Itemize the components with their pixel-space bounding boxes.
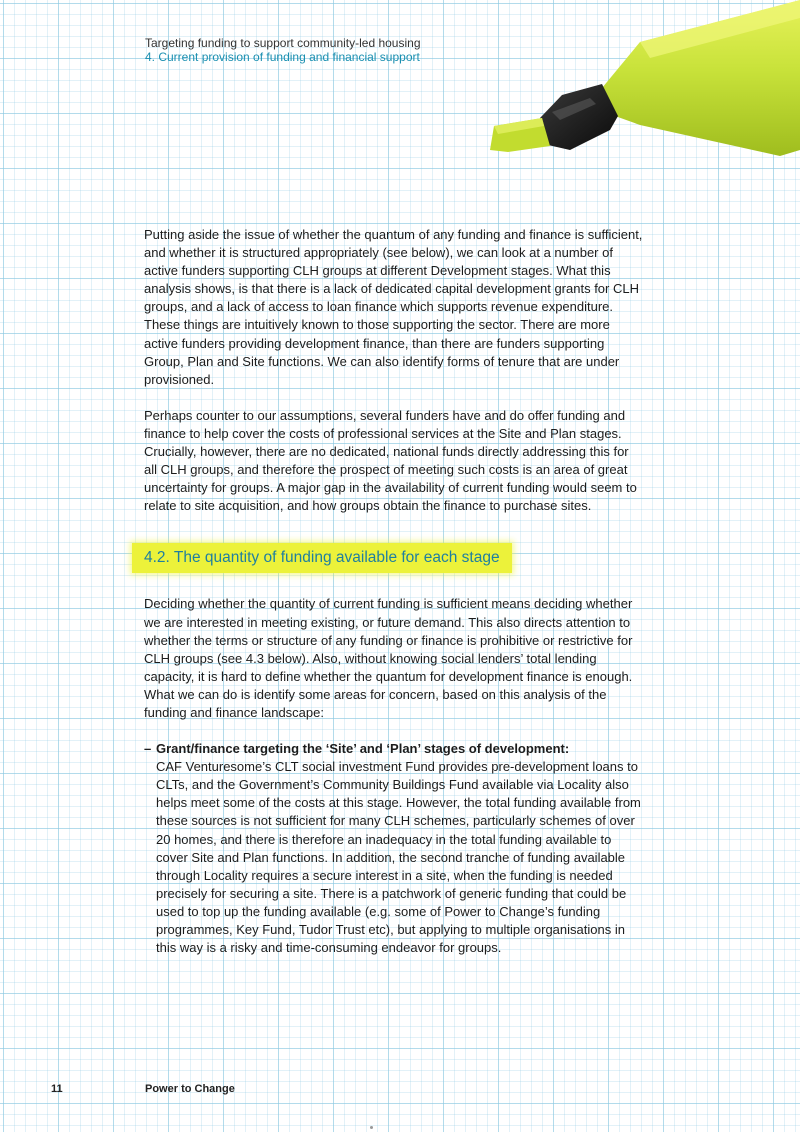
- document-title: Targeting funding to support community-led housing: [145, 36, 421, 50]
- footer-organisation: Power to Change: [145, 1083, 235, 1095]
- page-mark: [370, 1126, 373, 1129]
- body-paragraph: Perhaps counter to our assumptions, several funders have and do offer funding and finance to help cover the costs of professional services at the Site and Plan stages. Crucially, however, there are no dedicated, national funds directly addressing this for all CLH groups, and therefore the prospect of meeting such costs is an area of great uncertainty for groups. A major gap in the availability of current funding would seem to relate to site acquisition, and how groups obtain the finance to purchase sites.: [144, 407, 637, 514]
- chapter-title: 4. Current provision of funding and financial support: [145, 50, 420, 64]
- section-heading: 4.2. The quantity of funding available for each stage: [132, 543, 512, 573]
- bullet-title: Grant/finance targeting the ‘Site’ and ‘Plan’ stages of development:: [156, 741, 570, 757]
- highlighter-pen-icon: [490, 0, 800, 170]
- main-content: [144, 226, 644, 957]
- body-paragraph: Putting aside the issue of whether the quantum of any funding and finance is sufficient, and whether it is structured appropriately (see below), we can look at a number of active funders supporting CLH groups at different Development stages. What this analysis shows, is that there is a lack of dedicated capital development grants for CLH groups, and a lack of access to loan finance which supports revenue expenditure. These things are intuitively known to those supporting the sector. There are more active funders providing development finance, than there are funders supporting Group, Plan and Site functions. We can also identify forms of tenure that are under provisioned.: [144, 227, 643, 387]
- bullet-dash: –: [144, 741, 152, 757]
- page-number: 11: [51, 1083, 63, 1095]
- bullet-item: [144, 740, 644, 957]
- running-header: [145, 36, 421, 64]
- section-paragraph: Deciding whether the quantity of current funding is sufficient means deciding whether we are interested in meeting existing, or future demand. This also directs attention to whether the terms or structure of any funding or finance is prohibitive or restrictive for CLH groups (see 4.3 below). Also, without knowing social lenders’ total lending capacity, it is hard to define whether the quantum for development finance is enough. What we can do is identify some areas for concern, based on this analysis of the funding and finance landscape:: [144, 596, 633, 720]
- bullet-body: CAF Venturesome’s CLT social investment Fund provides pre-development loans to CLTs, and the Government’s Community Buildings Fund available via Locality also helps meet some of the costs at this stage. However, the total funding available from these sources is not sufficient for many CLH schemes, particularly schemes of over 20 homes, and there is therefore an inadequacy in the total funding available to cover Site and Plan functions. In addition, the second tranche of funding available through Locality requires a secure interest in a site, when the funding is needed precisely for securing a site. There is a patchwork of generic funding that could be used to top up the funding available (e.g. some of Power to Change’s funding programmes, Key Fund, Tudor Trust etc), but applying to multiple organisations in this way is a risky and time-consuming endeavor for groups.: [156, 759, 641, 956]
- section-heading-wrapper: [132, 543, 644, 573]
